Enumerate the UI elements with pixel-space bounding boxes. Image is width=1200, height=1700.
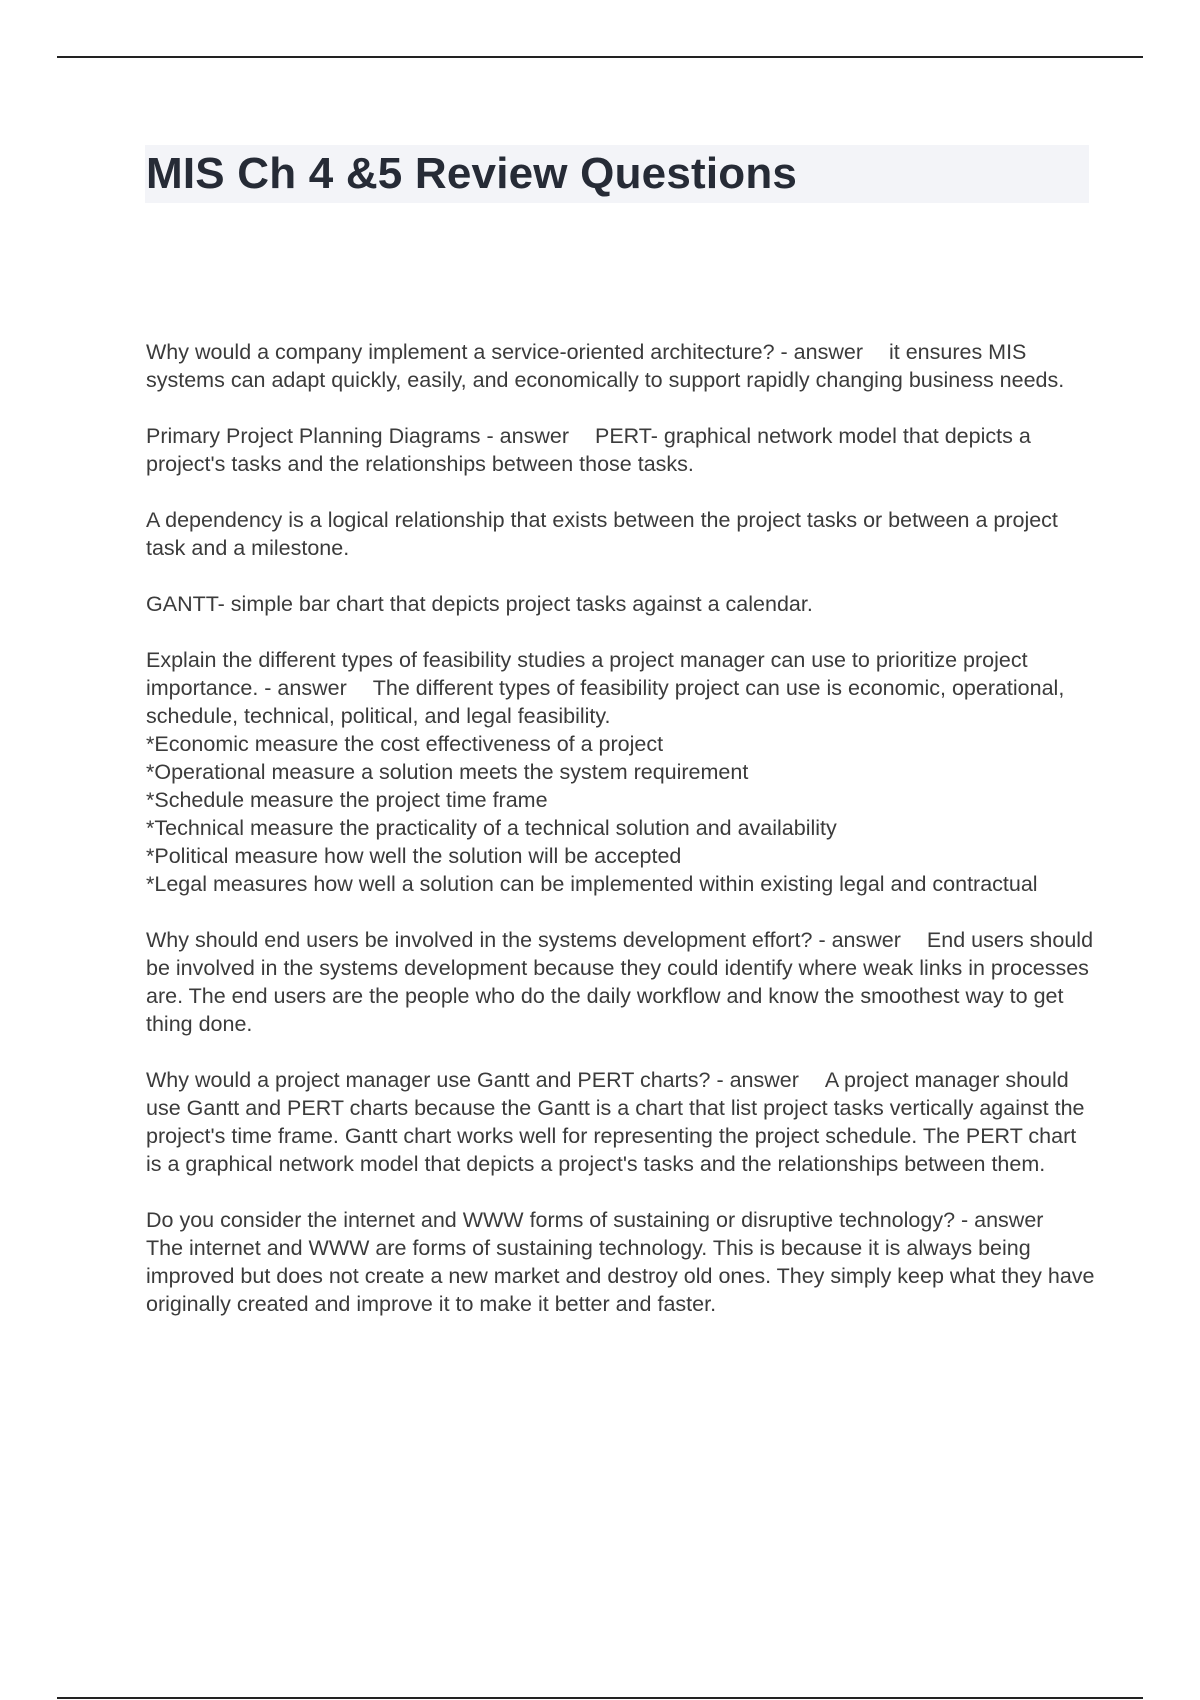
question-text: Why should end users be involved in the systems development effort? - answer: [146, 928, 901, 952]
feasibility-item-technical: *Technical measure the practicality of a technical solution and availability: [146, 816, 837, 840]
feasibility-item-legal: *Legal measures how well a solution can be implemented within existing legal and contractual: [146, 872, 1038, 896]
top-rule: [57, 56, 1143, 58]
qa-item-internet-www: [146, 1206, 1096, 1318]
question-text: Do you consider the internet and WWW forms of sustaining or disruptive technology? - answer: [146, 1208, 1044, 1232]
qa-item-service-oriented-architecture: [146, 338, 1096, 394]
qa-item-feasibility-studies: [146, 646, 1096, 898]
answer-text: The internet and WWW are forms of sustaining technology. This is because it is always being improved but does not create a new market and destroy old ones. They simply keep what they have originally created and improve it to make it better and faster.: [146, 1236, 1095, 1316]
answer-text: A project manager should use Gantt and PERT charts because the Gantt is a chart that list project tasks vertically against the project's time frame. Gantt chart works well for representing the project schedule. The PERT chart is a graphical network model that depicts a project's tasks and the relationships between them.: [146, 1068, 1085, 1176]
feasibility-item-political: *Political measure how well the solution will be accepted: [146, 844, 682, 868]
question-text: Why would a company implement a service-oriented architecture? - answer: [146, 340, 863, 364]
qa-item-gantt-pert: [146, 1066, 1096, 1178]
page-title: MIS Ch 4 &5 Review Questions: [146, 149, 798, 198]
qa-item-end-users: [146, 926, 1096, 1038]
document-body: [146, 338, 1096, 1346]
question-text: Primary Project Planning Diagrams - answer: [146, 424, 569, 448]
note-dependency: A dependency is a logical relationship that exists between the project tasks or between a project task and a milestone.: [146, 508, 1058, 560]
answer-text: The different types of feasibility project can use is economic, operational, schedule, technical, political, and legal feasibility.: [146, 676, 1065, 728]
question-text: Why would a project manager use Gantt and PERT charts? - answer: [146, 1068, 799, 1092]
answer-text: PERT- graphical network model that depicts a project's tasks and the relationships between those tasks.: [146, 424, 1031, 476]
answer-text: it ensures MIS systems can adapt quickly, easily, and economically to support rapidly changing business needs.: [146, 340, 1065, 392]
feasibility-item-economic: *Economic measure the cost effectiveness of a project: [146, 732, 664, 756]
bottom-rule: [57, 1697, 1143, 1699]
feasibility-item-operational: *Operational measure a solution meets the system requirement: [146, 760, 749, 784]
feasibility-item-schedule: *Schedule measure the project time frame: [146, 788, 548, 812]
note-gantt: GANTT- simple bar chart that depicts project tasks against a calendar.: [146, 592, 813, 616]
question-text: Explain the different types of feasibility studies a project manager can use to prioritize project importance. - answer: [146, 648, 1028, 700]
qa-item-project-planning-diagrams: [146, 422, 1096, 478]
answer-text: End users should be involved in the systems development because they could identify where weak links in processes are. The end users are the people who do the daily workflow and know the smoothest way to get thing done.: [146, 928, 1094, 1036]
